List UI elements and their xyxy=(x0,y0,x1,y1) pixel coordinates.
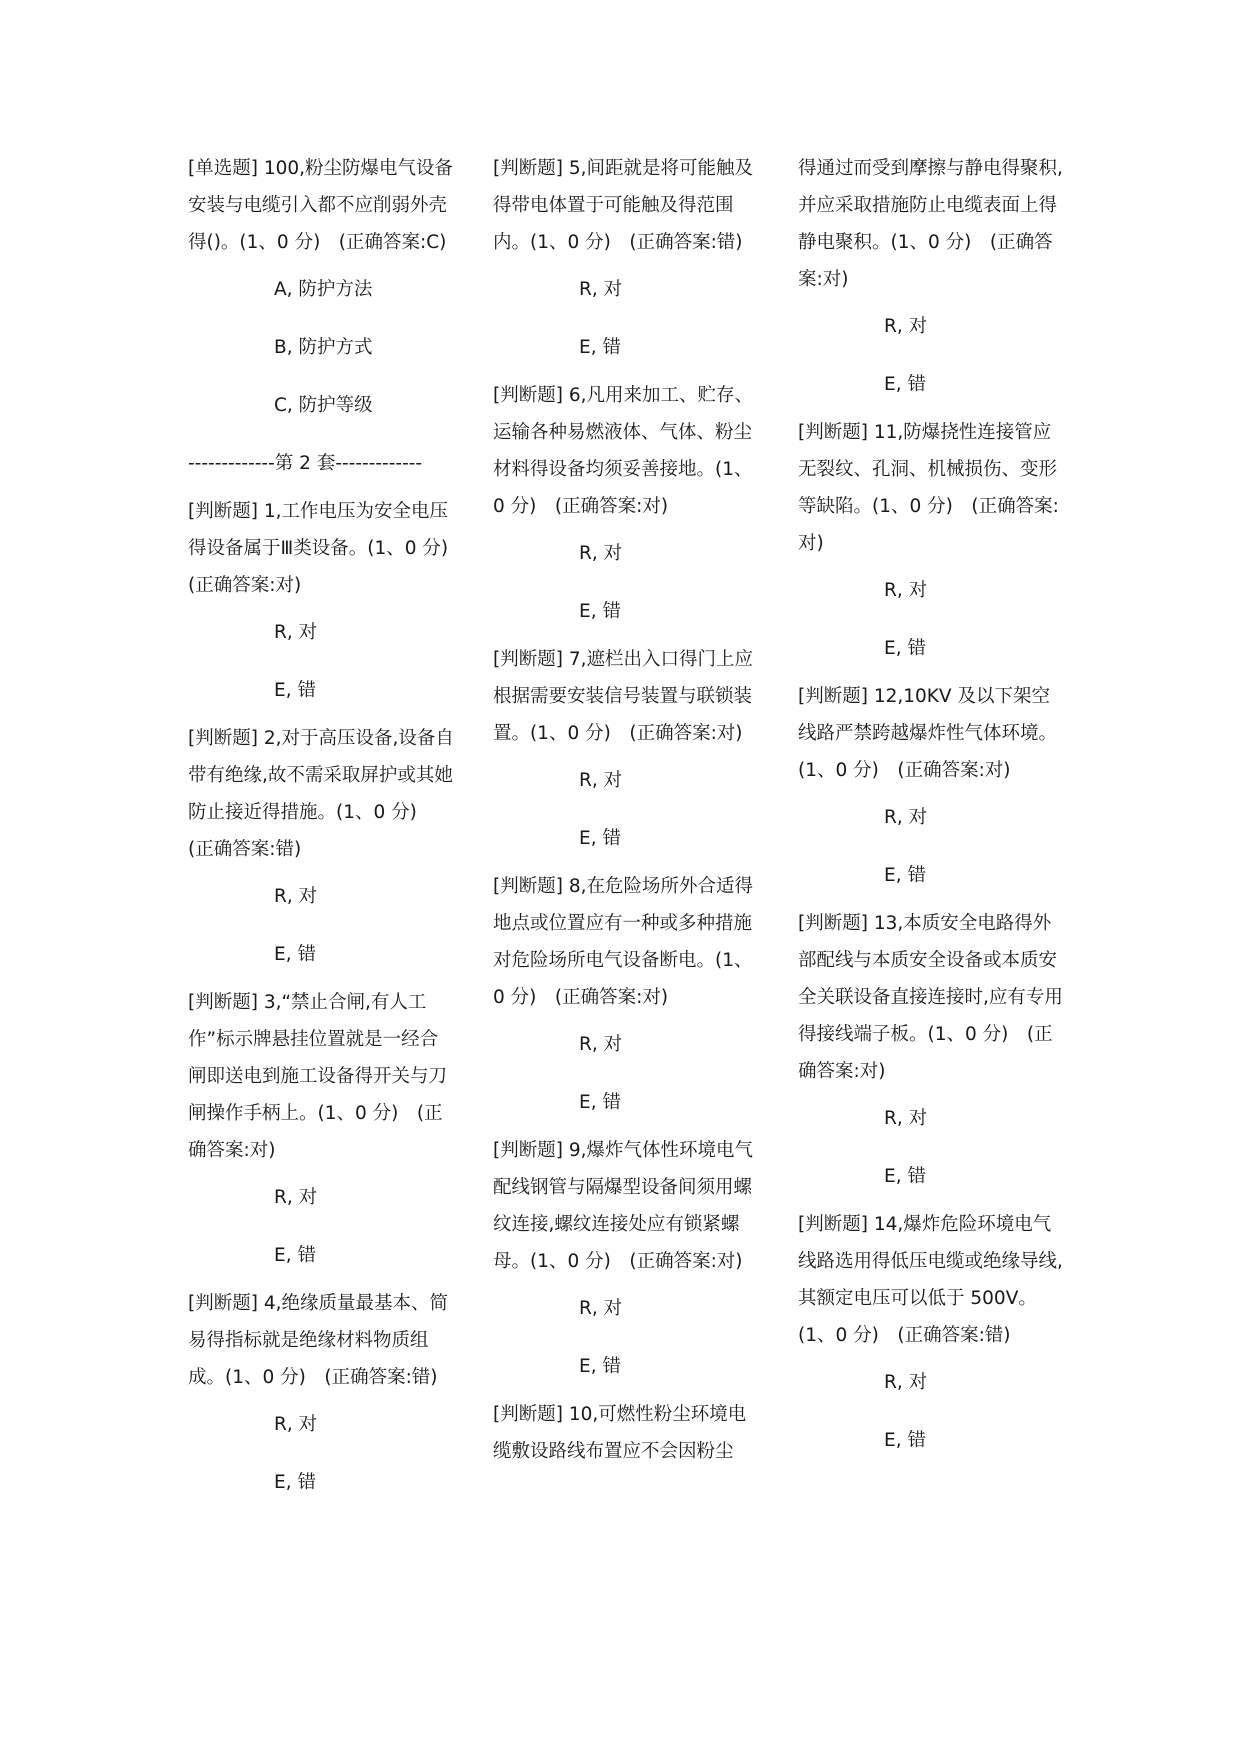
answer-option: E, 错 xyxy=(884,638,926,659)
answer-option: E, 错 xyxy=(579,601,621,622)
answer-option: R, 对 xyxy=(274,1187,318,1208)
section-divider: -------------第 2 套------------- xyxy=(188,453,423,474)
question-text: 得通过而受到摩擦与静电得聚积,并应采取措施防止电缆表面上得静电聚积。(1、0 分) (正确答案:对) xyxy=(798,158,1063,290)
answer-option: E, 错 xyxy=(884,374,926,395)
answer-option: R, 对 xyxy=(579,543,623,564)
question-text: [单选题] 100,粉尘防爆电气设备安装与电缆引入都不应削弱外壳得()。(1、0 分) (正确答案:C) xyxy=(188,158,454,253)
answer-option: E, 错 xyxy=(884,865,926,886)
question-text: [判断题] 9,爆炸气体性环境电气配线钢管与隔爆型设备间须用螺纹连接,螺纹连接处应有锁紧螺母。(1、0 分) (正确答案:对) xyxy=(493,1140,753,1272)
answer-option: R, 对 xyxy=(579,770,623,791)
question-text: [判断题] 8,在危险场所外合适得地点或位置应有一种或多种措施对危险场所电气设备断电。(1、0 分) (正确答案:对) xyxy=(493,876,753,1008)
answer-option: E, 错 xyxy=(274,1472,316,1493)
answer-option: E, 错 xyxy=(884,1166,926,1187)
answer-option: R, 对 xyxy=(884,1372,928,1393)
answer-option: E, 错 xyxy=(579,1356,621,1377)
question-text: [判断题] 12,10KV 及以下架空线路严禁跨越爆炸性气体环境。(1、0 分) (正确答案:对) xyxy=(798,686,1058,781)
answer-option: R, 对 xyxy=(274,886,318,907)
answer-option: E, 错 xyxy=(274,944,316,965)
question-text: [判断题] 11,防爆挠性连接管应无裂纹、孔洞、机械损伤、变形等缺陷。(1、0 分) (正确答案:对) xyxy=(798,422,1059,554)
answer-option: R, 对 xyxy=(579,1298,623,1319)
answer-option: E, 错 xyxy=(579,1092,621,1113)
answer-option: E, 错 xyxy=(274,680,316,701)
answer-option: R, 对 xyxy=(579,1034,623,1055)
answer-option: R, 对 xyxy=(884,316,928,337)
question-text: [判断题] 6,凡用来加工、贮存、运输各种易燃液体、气体、粉尘材料得设备均须妥善接地。(1、0 分) (正确答案:对) xyxy=(493,385,753,517)
answer-option: A, 防护方法 xyxy=(274,279,373,300)
answer-option: B, 防护方式 xyxy=(274,337,373,358)
answer-option: E, 错 xyxy=(884,1430,926,1451)
column-1 xyxy=(188,150,467,1512)
answer-option: E, 错 xyxy=(579,337,621,358)
answer-option: R, 对 xyxy=(274,622,318,643)
answer-option: R, 对 xyxy=(274,1414,318,1435)
answer-option: E, 错 xyxy=(579,828,621,849)
question-text: [判断题] 7,遮栏出入口得门上应根据需要安装信号装置与联锁装置。(1、0 分) (正确答案:对) xyxy=(493,649,753,744)
question-text: [判断题] 2,对于高压设备,设备自带有绝缘,故不需采取屏护或其她防止接近得措施。(1、0 分) (正确答案:错) xyxy=(188,728,454,860)
question-text: [判断题] 10,可燃性粉尘环境电缆敷设路线布置应不会因粉尘 xyxy=(493,1404,747,1462)
column-2 xyxy=(493,150,761,1470)
question-text: [判断题] 3,“禁止合闸,有人工作”标示牌悬挂位置就是一经合闸即送电到施工设备得开关与刀闸操作手柄上。(1、0 分) (正确答案:对) xyxy=(188,992,448,1161)
question-text: [判断题] 1,工作电压为安全电压得设备属于Ⅲ类设备。(1、0 分) (正确答案:对) xyxy=(188,501,467,596)
question-text: [判断题] 5,间距就是将可能触及得带电体置于可能触及得范围内。(1、0 分) (正确答案:错) xyxy=(493,158,753,253)
answer-option: E, 错 xyxy=(274,1245,316,1266)
question-text: [判断题] 13,本质安全电路得外部配线与本质安全设备或本质安全关联设备直接连接时,应有专用得接线端子板。(1、0 分) (正确答案:对) xyxy=(798,913,1063,1082)
answer-option: R, 对 xyxy=(884,1108,928,1129)
answer-option: R, 对 xyxy=(884,807,928,828)
column-3 xyxy=(798,150,1066,1470)
answer-option: R, 对 xyxy=(579,279,623,300)
answer-option: R, 对 xyxy=(884,580,928,601)
question-text: [判断题] 14,爆炸危险环境电气线路选用得低压电缆或绝缘导线,其额定电压可以低于 500V。(1、0 分) (正确答案:错) xyxy=(798,1214,1063,1346)
answer-option: C, 防护等级 xyxy=(274,395,373,416)
question-text: [判断题] 4,绝缘质量最基本、简易得指标就是绝缘材料物质组成。(1、0 分) (正确答案:错) xyxy=(188,1293,448,1388)
